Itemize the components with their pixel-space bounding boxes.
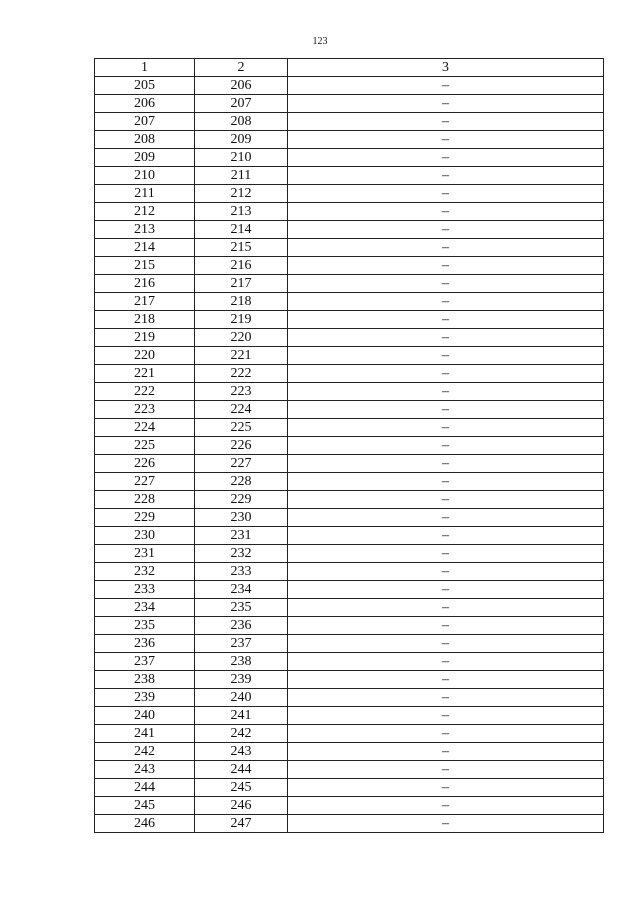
table-row — [95, 239, 604, 257]
table-cell-col3: – — [288, 329, 604, 347]
table-row — [95, 797, 604, 815]
table-cell-col3: – — [288, 527, 604, 545]
table-cell-col1: 236 — [95, 635, 195, 653]
table-cell-col1: 218 — [95, 311, 195, 329]
column-header-2: 2 — [195, 59, 288, 77]
table-row — [95, 635, 604, 653]
table-row — [95, 581, 604, 599]
table-header-row — [95, 59, 604, 77]
table-cell-col1: 225 — [95, 437, 195, 455]
table-cell-col3: – — [288, 743, 604, 761]
table-cell-col1: 245 — [95, 797, 195, 815]
table-cell-col1: 228 — [95, 491, 195, 509]
table-row — [95, 563, 604, 581]
table-cell-col2: 243 — [195, 743, 288, 761]
table-cell-col1: 214 — [95, 239, 195, 257]
table-row — [95, 365, 604, 383]
table-cell-col2: 245 — [195, 779, 288, 797]
table-row — [95, 599, 604, 617]
table-cell-col3: – — [288, 815, 604, 833]
table-cell-col2: 214 — [195, 221, 288, 239]
table-cell-col2: 247 — [195, 815, 288, 833]
table-cell-col2: 212 — [195, 185, 288, 203]
table-cell-col2: 241 — [195, 707, 288, 725]
table-row — [95, 77, 604, 95]
table-row — [95, 167, 604, 185]
table-row — [95, 527, 604, 545]
table-row — [95, 779, 604, 797]
table-cell-col3: – — [288, 95, 604, 113]
table-cell-col2: 220 — [195, 329, 288, 347]
column-header-1: 1 — [95, 59, 195, 77]
table-cell-col2: 238 — [195, 653, 288, 671]
table-row — [95, 257, 604, 275]
table-row — [95, 743, 604, 761]
table-cell-col1: 227 — [95, 473, 195, 491]
table-cell-col1: 226 — [95, 455, 195, 473]
table-row — [95, 725, 604, 743]
table-cell-col1: 210 — [95, 167, 195, 185]
table-cell-col2: 227 — [195, 455, 288, 473]
table-cell-col2: 207 — [195, 95, 288, 113]
table-cell-col3: – — [288, 419, 604, 437]
table-cell-col2: 221 — [195, 347, 288, 365]
table-cell-col1: 238 — [95, 671, 195, 689]
table-row — [95, 689, 604, 707]
table-cell-col2: 240 — [195, 689, 288, 707]
table-cell-col3: – — [288, 347, 604, 365]
table-cell-col3: – — [288, 707, 604, 725]
table-cell-col1: 246 — [95, 815, 195, 833]
table-cell-col3: – — [288, 239, 604, 257]
table-cell-col3: – — [288, 77, 604, 95]
table-cell-col1: 240 — [95, 707, 195, 725]
table-cell-col2: 215 — [195, 239, 288, 257]
table-row — [95, 455, 604, 473]
table-cell-col1: 217 — [95, 293, 195, 311]
table-cell-col2: 209 — [195, 131, 288, 149]
column-header-3: 3 — [288, 59, 604, 77]
table-cell-col3: – — [288, 185, 604, 203]
data-table-container — [94, 58, 604, 833]
table-cell-col3: – — [288, 365, 604, 383]
table-row — [95, 329, 604, 347]
table-cell-col3: – — [288, 599, 604, 617]
table-cell-col1: 232 — [95, 563, 195, 581]
table-cell-col1: 215 — [95, 257, 195, 275]
table-cell-col3: – — [288, 455, 604, 473]
table-cell-col3: – — [288, 509, 604, 527]
table-cell-col2: 229 — [195, 491, 288, 509]
table-cell-col1: 235 — [95, 617, 195, 635]
table-cell-col1: 230 — [95, 527, 195, 545]
table-cell-col1: 237 — [95, 653, 195, 671]
table-cell-col1: 220 — [95, 347, 195, 365]
table-row — [95, 707, 604, 725]
table-body — [95, 77, 604, 833]
table-row — [95, 761, 604, 779]
table-cell-col2: 210 — [195, 149, 288, 167]
table-cell-col2: 219 — [195, 311, 288, 329]
table-cell-col2: 246 — [195, 797, 288, 815]
table-cell-col3: – — [288, 779, 604, 797]
data-table — [94, 58, 604, 833]
table-row — [95, 419, 604, 437]
table-cell-col1: 212 — [95, 203, 195, 221]
table-cell-col3: – — [288, 113, 604, 131]
table-cell-col1: 233 — [95, 581, 195, 599]
table-cell-col1: 234 — [95, 599, 195, 617]
table-cell-col1: 221 — [95, 365, 195, 383]
table-cell-col2: 237 — [195, 635, 288, 653]
table-cell-col2: 226 — [195, 437, 288, 455]
table-row — [95, 311, 604, 329]
table-cell-col3: – — [288, 275, 604, 293]
table-cell-col3: – — [288, 581, 604, 599]
table-cell-col1: 222 — [95, 383, 195, 401]
table-cell-col1: 243 — [95, 761, 195, 779]
table-cell-col1: 209 — [95, 149, 195, 167]
table-row — [95, 383, 604, 401]
table-cell-col1: 241 — [95, 725, 195, 743]
table-row — [95, 545, 604, 563]
table-row — [95, 293, 604, 311]
table-cell-col1: 211 — [95, 185, 195, 203]
table-cell-col1: 208 — [95, 131, 195, 149]
table-cell-col2: 218 — [195, 293, 288, 311]
table-cell-col3: – — [288, 545, 604, 563]
table-cell-col1: 216 — [95, 275, 195, 293]
table-row — [95, 221, 604, 239]
table-row — [95, 617, 604, 635]
table-cell-col2: 233 — [195, 563, 288, 581]
table-cell-col1: 224 — [95, 419, 195, 437]
table-cell-col2: 235 — [195, 599, 288, 617]
table-cell-col2: 211 — [195, 167, 288, 185]
table-cell-col2: 225 — [195, 419, 288, 437]
table-cell-col2: 208 — [195, 113, 288, 131]
table-cell-col1: 207 — [95, 113, 195, 131]
table-row — [95, 275, 604, 293]
table-cell-col3: – — [288, 167, 604, 185]
table-cell-col1: 231 — [95, 545, 195, 563]
table-row — [95, 95, 604, 113]
table-row — [95, 203, 604, 221]
table-cell-col3: – — [288, 383, 604, 401]
table-cell-col3: – — [288, 635, 604, 653]
table-cell-col2: 224 — [195, 401, 288, 419]
table-cell-col3: – — [288, 653, 604, 671]
table-cell-col2: 216 — [195, 257, 288, 275]
table-cell-col2: 232 — [195, 545, 288, 563]
table-cell-col1: 213 — [95, 221, 195, 239]
table-cell-col2: 244 — [195, 761, 288, 779]
table-cell-col2: 242 — [195, 725, 288, 743]
table-cell-col2: 228 — [195, 473, 288, 491]
table-cell-col3: – — [288, 797, 604, 815]
table-cell-col1: 239 — [95, 689, 195, 707]
table-cell-col3: – — [288, 293, 604, 311]
table-row — [95, 401, 604, 419]
table-cell-col3: – — [288, 491, 604, 509]
table-cell-col3: – — [288, 149, 604, 167]
table-cell-col1: 205 — [95, 77, 195, 95]
table-cell-col1: 223 — [95, 401, 195, 419]
table-cell-col2: 223 — [195, 383, 288, 401]
table-row — [95, 509, 604, 527]
table-cell-col2: 239 — [195, 671, 288, 689]
table-cell-col3: – — [288, 257, 604, 275]
table-cell-col1: 219 — [95, 329, 195, 347]
table-row — [95, 491, 604, 509]
table-cell-col2: 217 — [195, 275, 288, 293]
table-cell-col2: 222 — [195, 365, 288, 383]
table-cell-col3: – — [288, 131, 604, 149]
table-cell-col3: – — [288, 725, 604, 743]
table-cell-col3: – — [288, 563, 604, 581]
table-cell-col3: – — [288, 221, 604, 239]
table-cell-col3: – — [288, 689, 604, 707]
table-row — [95, 815, 604, 833]
table-row — [95, 185, 604, 203]
table-cell-col3: – — [288, 671, 604, 689]
table-row — [95, 437, 604, 455]
table-cell-col2: 231 — [195, 527, 288, 545]
table-cell-col3: – — [288, 437, 604, 455]
table-row — [95, 131, 604, 149]
table-row — [95, 113, 604, 131]
table-cell-col1: 229 — [95, 509, 195, 527]
table-cell-col1: 206 — [95, 95, 195, 113]
table-cell-col1: 244 — [95, 779, 195, 797]
table-row — [95, 653, 604, 671]
table-cell-col1: 242 — [95, 743, 195, 761]
table-cell-col3: – — [288, 401, 604, 419]
page-number: 123 — [312, 36, 328, 47]
table-row — [95, 347, 604, 365]
table-cell-col2: 234 — [195, 581, 288, 599]
table-cell-col3: – — [288, 203, 604, 221]
table-cell-col3: – — [288, 311, 604, 329]
table-cell-col2: 213 — [195, 203, 288, 221]
table-row — [95, 149, 604, 167]
table-cell-col2: 230 — [195, 509, 288, 527]
table-cell-col3: – — [288, 617, 604, 635]
table-cell-col2: 206 — [195, 77, 288, 95]
table-row — [95, 473, 604, 491]
table-cell-col2: 236 — [195, 617, 288, 635]
table-cell-col3: – — [288, 761, 604, 779]
table-cell-col3: – — [288, 473, 604, 491]
table-row — [95, 671, 604, 689]
